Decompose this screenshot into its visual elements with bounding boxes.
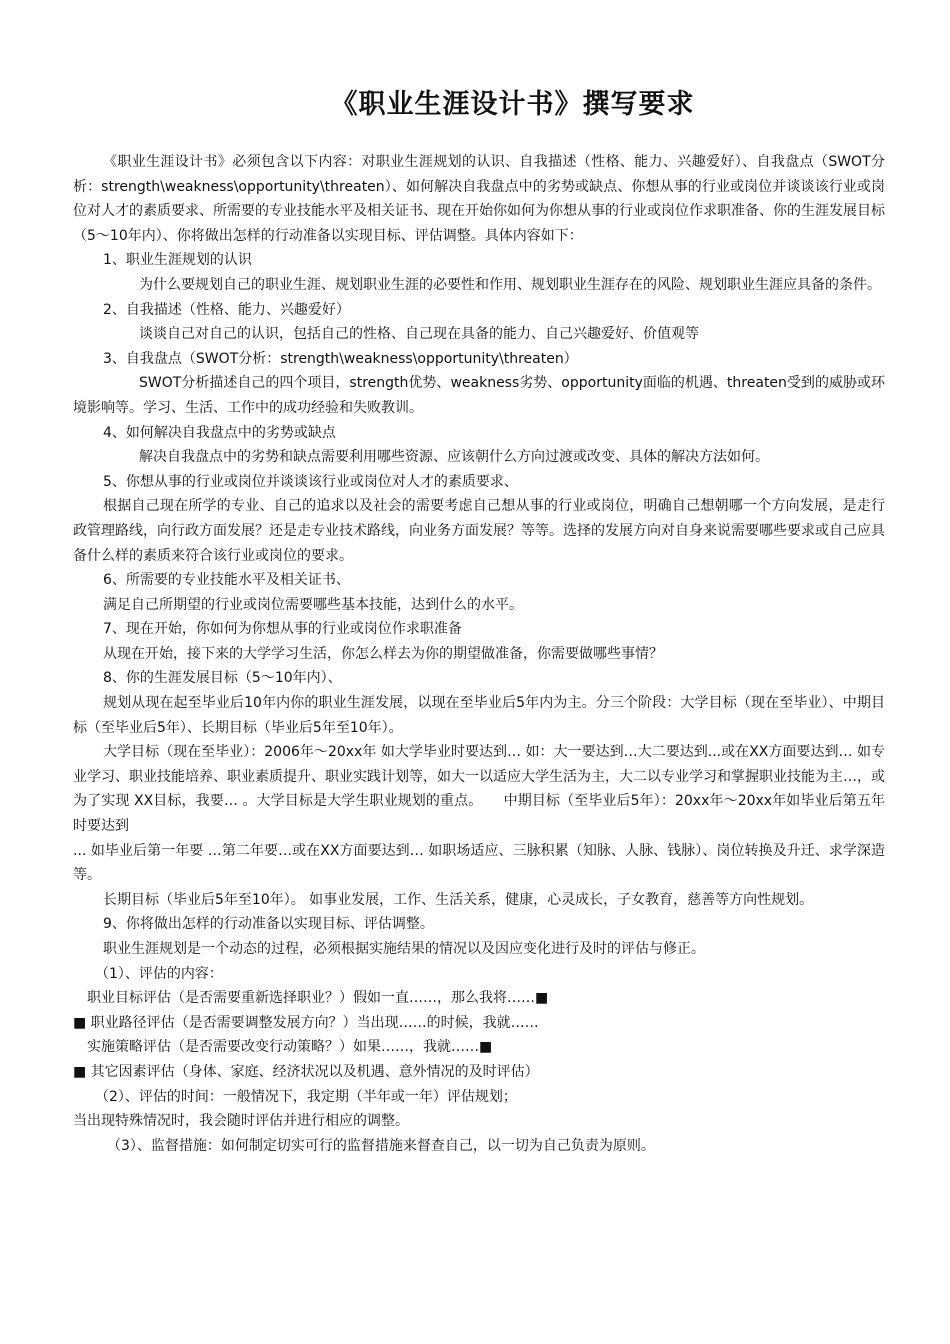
paragraph: 解决自我盘点中的劣势和缺点需要利用哪些资源、应该朝什么方向过渡或改变、具体的解决方法如何。 — [139, 449, 769, 466]
paragraph: 7、现在开始，你如何为你想从事的行业或岗位作求职准备 — [103, 621, 462, 638]
paragraph: 职业生涯规划是一个动态的过程，必须根据实施结果的情况以及因应变化进行及时的评估与修正。 — [103, 941, 705, 957]
paragraph: 为什么要规划自己的职业生涯、规划职业生涯的必要性和作用、规划职业生涯存在的风险、规划职业生涯应具备的条件。 — [139, 276, 881, 293]
paragraph: SWOT分析描述自己的四个项目，strength优势、weakness劣势、opportunity面临的机遇、threaten受到的威胁或环境影响等。学习、生活、工作中的成功经验和失败教训。 — [73, 375, 885, 416]
paragraph: 《职业生涯设计书》必须包含以下内容：对职业生涯规划的认识、自我描述（性格、能力、兴趣爱好）、自我盘点（SWOT分析：strength\weakness\opportunity\threaten）、如何解决自我盘点中的劣势或缺点、你想从事的行业或岗位并谈谈该行业或岗位对人才的素质要求、所需要的专业技能水平及相关证书、现在开始你如何为你想从事的行业或岗位作求职准备、你的生涯发展目标（5～10年内）、你将做出怎样的行动准备以实现目标、评估调整。具体内容如下： — [73, 154, 885, 244]
paragraph: 9、你将做出怎样的行动准备以实现目标、评估调整。 — [103, 916, 434, 933]
paragraph: 大学目标（现在至毕业）：2006年～20xx年 如大学毕业时要达到… 如：大一要达到…大二要达到...或在XX方面要达到… 如专业学习、职业技能培养、职业素质提升、职业实践计划等，如大一以适应大学生活为主，大二以专业学习和掌握职业技能为主…，或为了实现 XX目标，我要… 。大学目标是大学生职业规划的重点。 中期目标（至毕业后5年）：20xx年～20xx年如毕业后第五年时要达到 — [73, 744, 885, 835]
paragraph: 8、你的生涯发展目标（5～10年内）、 — [103, 670, 342, 687]
paragraph: 长期目标（毕业后5年至10年）。 如事业发展，工作、生活关系，健康，心灵成长，子女教育，慈善等方向性规划。 — [103, 891, 814, 908]
paragraph: 当出现特殊情况时，我会随时评估并进行相应的调整。 — [73, 1113, 409, 1130]
paragraph: ■ 职业路径评估（是否需要调整发展方向？）当出现……的时候，我就…… — [73, 1014, 539, 1031]
paragraph: 职业目标评估（是否需要重新选择职业？）假如一直……，那么我将……■ — [87, 990, 549, 1007]
paragraph: 从现在开始，接下来的大学学习生活，你怎么样去为你的期望做准备，你需要做哪些事情？ — [103, 645, 663, 662]
document-body — [73, 150, 885, 1158]
paragraph: 根据自己现在所学的专业、自己的追求以及社会的需要考虑自己想从事的行业或岗位，明确自己想朝哪一个方向发展，是走行政管理路线，向行政方面发展？还是走专业技术路线，向业务方面发展？等等。选择的发展方向对自身来说需要哪些要求或自己应具备什么样的素质来符合该行业或岗位的要求。 — [73, 498, 885, 564]
paragraph: 实施策略评估（是否需要改变行动策略？）如果……，我就……■ — [87, 1039, 493, 1056]
paragraph: （3）、监督措施：如何制定切实可行的监督措施来督查自己，以一切为自己负责为原则。 — [107, 1137, 655, 1154]
paragraph: 2、自我描述（性格、能力、兴趣爱好） — [103, 301, 350, 318]
paragraph: 规划从现在起至毕业后10年内你的职业生涯发展，以现在至毕业后5年内为主。分三个阶段：大学目标（现在至毕业）、中期目标（至毕业后5年）、长期目标（毕业后5年至10年）。 — [73, 695, 885, 736]
paragraph: ■ 其它因素评估（身体、家庭、经济状况以及机遇、意外情况的及时评估） — [73, 1063, 539, 1080]
paragraph: 4、如何解决自我盘点中的劣势或缺点 — [103, 424, 336, 441]
paragraph: 1、职业生涯规划的认识 — [103, 252, 252, 269]
paragraph: 满足自己所期望的行业或岗位需要哪些基本技能，达到什么的水平。 — [103, 596, 523, 613]
paragraph: （1）、评估的内容： — [95, 965, 223, 982]
paragraph: （2）、评估的时间：一般情况下，我定期（半年或一年）评估规划； — [95, 1088, 517, 1105]
paragraph: 谈谈自己对自己的认识，包括自己的性格、自己现在具备的能力、自己兴趣爱好、价值观等 — [139, 326, 699, 343]
paragraph: ... 如毕业后第一年要 …第二年要…或在XX方面要达到… 如职场适应、三脉积累（知脉、人脉、钱脉）、岗位转换及升迁、求学深造等。 — [73, 842, 885, 884]
document-title: 《职业生涯设计书》撰写要求 — [330, 89, 695, 120]
paragraph: 6、所需要的专业技能水平及相关证书、 — [103, 572, 350, 589]
paragraph: 3、自我盘点（SWOT分析：strength\weakness\opportunity\threaten） — [103, 350, 578, 367]
paragraph: 5、你想从事的行业或岗位并谈谈该行业或岗位对人才的素质要求、 — [103, 473, 518, 490]
